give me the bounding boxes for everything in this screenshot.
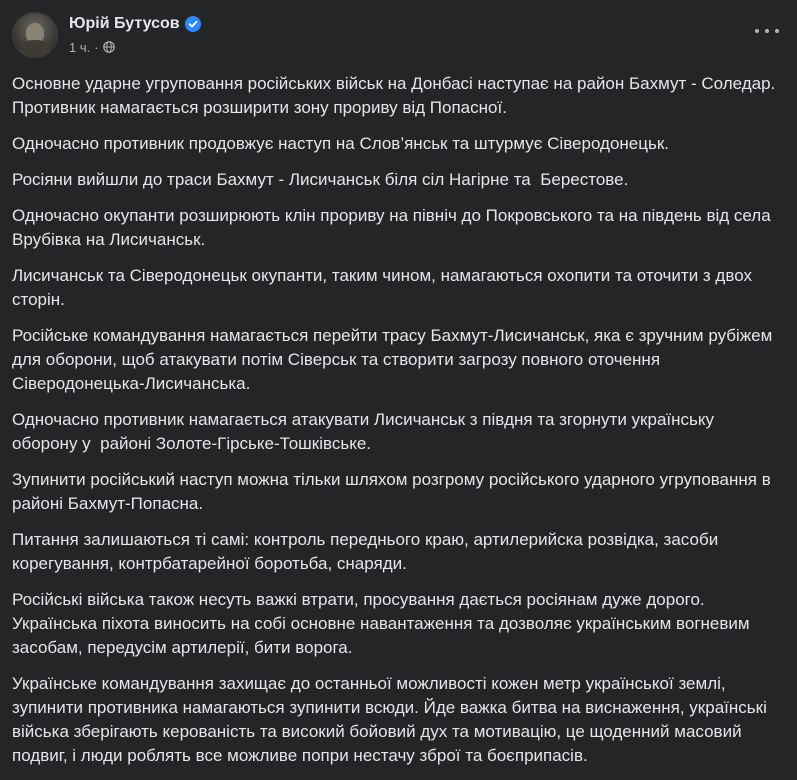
separator-dot: · [94, 39, 99, 55]
post-paragraph: Питання залишаються ті самі: контроль переднього краю, артилерийска розвідка, засоби корегування, контрбатарейної боротьба, снаряди. [12, 530, 723, 573]
more-dot [755, 29, 759, 33]
more-dot [775, 29, 779, 33]
post-paragraph: Лисичанськ та Сіверодонецьк окупанти, таким чином, намагаються охопити та оточити з двох сторін. [12, 266, 757, 309]
more-dot [765, 29, 769, 33]
post-paragraph: Одночасно окупанти розширюють клін прориву на північ до Покровського та на південь від села Врубівка на Лисичанськ. [12, 206, 776, 249]
post-header [12, 10, 201, 60]
post-timestamp[interactable]: 1 ч. [69, 39, 91, 55]
post-paragraph: Росіяни вийшли до траси Бахмут - Лисичанськ біля сіл Нагірне та Берестове. [12, 170, 629, 189]
post-paragraph: Зупинити російський наступ можна тільки шляхом розгрому російського ударного угруповання в районі Бахмут-Попасна. [12, 470, 776, 513]
post-body [12, 72, 782, 780]
globe-icon[interactable] [103, 41, 115, 53]
post-paragraph: Основне ударне угруповання російських військ на Донбасі наступає на район Бахмут - Соледар. Противник намагається розширити зону прориву від Попасної. [12, 74, 780, 117]
verified-badge-icon [185, 16, 201, 32]
post-paragraph: Українське командування захищає до останньої можливості кожен метр української землі, зупинити противника намагаються зупинити всюди. Йде важка битва на виснаження, українські війська зберігають керованість та високий бойовий дух та мотивацію, це щоденний масовий подвиг, і люди роблять все можливе попри нестачу зброї та боєприпасів. [12, 674, 772, 765]
post-paragraph: Одночасно противник продовжує наступ на Слов’янськ та штурмує Сіверодонецьк. [12, 134, 669, 153]
post-time-row [69, 37, 201, 57]
post-paragraph: Одночасно противник намагається атакувати Лисичанськ з півдня та згорнути українську оборону у районі Золоте-Гірське-Тошківське. [12, 410, 719, 453]
post-paragraph: Російські війська також несуть важкі втрати, просування дається росіянам дуже дорого. Українська піхота виносить на собі основне навантаження та дозволяє українським вогневим засобам, передусім артилерії, бити ворога. [12, 590, 755, 657]
more-options-icon[interactable] [755, 24, 779, 38]
author-row [69, 13, 201, 35]
post-meta [69, 13, 201, 57]
author-name[interactable]: Юрій Бутусов [69, 15, 180, 32]
avatar-body-shape [20, 40, 50, 58]
post-paragraph: Російське командування намагається перейти трасу Бахмут-Лисичанськ, яка є зручним рубіжем для оборони, щоб атакувати потім Сіверськ та створити загрозу повного оточення Сіверодонецька-Лисичанська. [12, 326, 778, 393]
avatar[interactable] [12, 12, 58, 58]
